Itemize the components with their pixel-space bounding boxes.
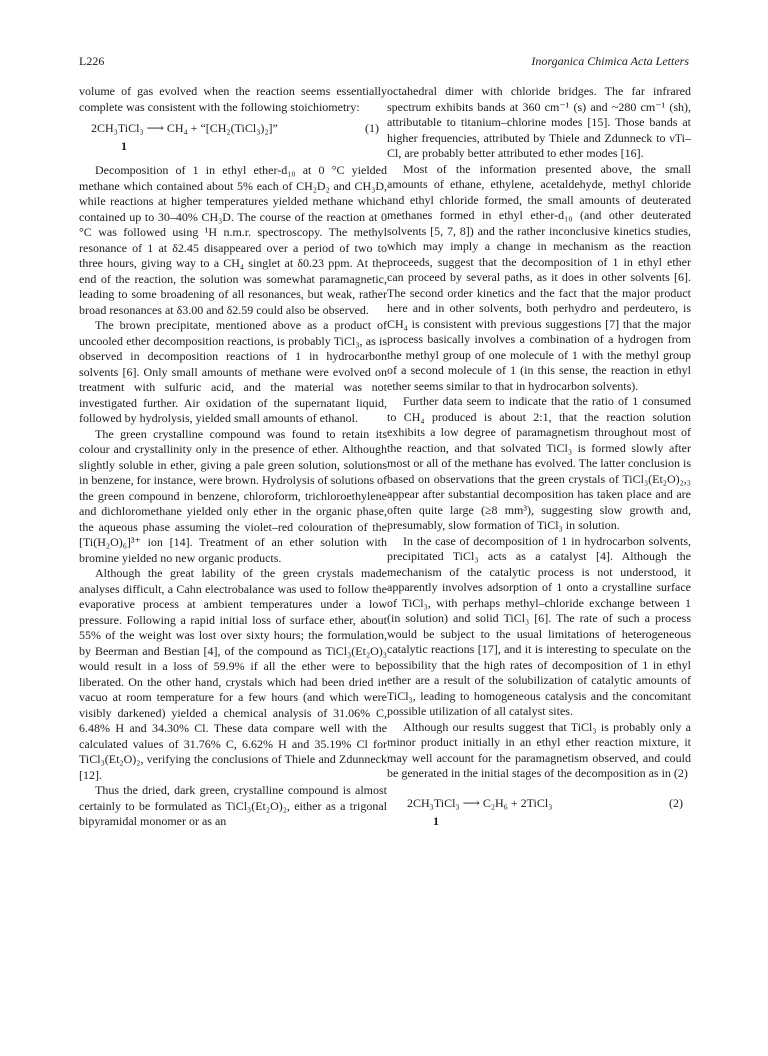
equation-number: (2) [669, 795, 683, 810]
paragraph: octahedral dimer with chloride bridges. The far infrared spectrum exhibits bands at 360 cm⁻¹ (s) and ~280 cm⁻¹ (sh), attributable to titanium–chlorine modes [15]. Those bands at higher frequencies, attributed by Thiele and Zdunneck to νTi–Cl, are probably better attributed to ether modes [16]. [387, 84, 691, 160]
journal-title: Inorganica Chimica Acta Letters [531, 54, 689, 68]
left-column [79, 84, 387, 830]
compound-label: 1 [433, 813, 439, 828]
paragraph: The brown precipitate, mentioned above as a product of uncooled ether decomposition reactions, is probably TiCl₃, as is observed in decomposition reactions of 1 in hydrocarbon solvents [6]. Only small amounts of methane were evolved on treatment with sulfuric acid, and the material was not investigated further. Air oxidation of the supernatant liquid, followed by hydrolysis, yielded small amounts of ethanol. [79, 318, 387, 425]
equation-expression: 2CH₃TiCl₃ ⟶ C₂H₆ + 2TiCl₃ [407, 795, 553, 810]
equation-2 [387, 796, 691, 814]
right-column [387, 84, 691, 838]
compound-label: 1 [121, 139, 127, 153]
equation-1 [79, 121, 387, 139]
page-number: L226 [79, 54, 105, 68]
paragraph: Although the great lability of the green crystals made analyses difficult, a Cahn electrobalance was used to follow the evaporative process at ambient temperatures under a low pressure. Following a rapid initial loss of surface ether, about 55% of the weight was lost over sixty hours; the formulation, by Beerman and Bestian [4], of the compound as TiCl₃(Et₂O)₃ would result in a loss of 59.9% if all the ether were to be liberated. On the other hand, crystals which had been dried in vacuo at room temperature for a few hours (and which were visibly darkened) yielded a chemical analysis of 31.06% C, 6.48% H and 34.30% Cl. These data compare well with the calculated values of 31.76% C, 6.62% H and 35.19% Cl for TiCl₃(Et₂O)₂, verifying the conclusions of Thiele and Zdunneck [12]. [79, 566, 387, 782]
paragraph: Most of the information presented above, the small amounts of ethane, ethylene, acetaldehyde, methyl chloride and ethyl chloride formed, the small amounts of deuterated methanes formed in ethyl ether-d₁₀ (and other deuterated solvents [5, 7, 8]) and the rather inconclusive kinetics studies, which may imply a change in mechanism as the reaction proceeds, suggest that the decomposition of 1 in ethyl ether can proceed by several paths, as it does in other solvents [6]. The second order kinetics and the fact that the major product here and in other solvents, both perhydro and perdeutero, is CH₄ is consistent with previous suggestions [7] that the major process basically involves a combination of a hydrogen from the methyl group of one molecule of 1 with the methyl group of a second molecule of 1 (in this sense, the reaction in ethyl ether seems similar to that in hydrocarbon solvents). [387, 161, 691, 393]
paragraph: Thus the dried, dark green, crystalline compound is almost certainly to be formulated as TiCl₃(Et₂O)₂, either as a trigonal bipyramidal monomer or as an [79, 783, 387, 828]
paragraph: Although our results suggest that TiCl₃ is probably only a minor product initially in an ethyl ether reaction mixture, it may well account for the paramagnetism observed, and could be generated in the initial stages of the decomposition as in (2) [387, 719, 691, 780]
equation-expression: 2CH₃TiCl₃ ⟶ CH₄ + “[CH₂(TiCl₃)₂]” [91, 121, 278, 135]
paragraph: Further data seem to indicate that the ratio of 1 consumed to CH₄ produced is about 2:1, that the reaction solution exhibits a low degree of paramagnetism throughout most of the reaction, and that solvated TiCl₃ is formed slowly after most or all of the methane has evolved. The latter conclusion is based on observations that the green crystals of TiCl₃(Et₂O)₂,₃ appear after substantial decomposition has taken place and are often quite large (≥8 mm³), suggesting slow growth and, presumably, slow formation of TiCl₃ in solution. [387, 394, 691, 532]
paragraph: Decomposition of 1 in ethyl ether-d₁₀ at 0 °C yielded methane which contained about 5% each of CH₂D₂ and CH₃D, while reactions at higher temperatures yielded methane which contained up to 30–40% CH₃D. The course of the reaction at 0 °C was followed using ¹H n.m.r. spectroscopy. The methyl resonance of 1 at δ2.45 disappeared over a period of two to three hours, giving way to a CH₄ singlet at δ0.23 ppm. At the end of the reaction, the solution was somewhat paramagnetic, leading to some broadening of all resonances, but weak, rather broad resonances at δ3.00 and δ2.59 could also be observed. [79, 163, 387, 317]
equation-number: (1) [365, 121, 379, 135]
paragraph: volume of gas evolved when the reaction seems essentially complete was consistent with the following stoichiometry: [79, 84, 387, 114]
paragraph: The green crystalline compound was found to retain its colour and crystallinity only in the presence of ether. Although slightly soluble in ether, giving a pale green solution, solutions in benzene, for instance, were brown. Hydrolysis of solutions of the green compound in benzene, chloroform, trichloroethylene and dichloromethane yielded only ether in the organic phase, the aqueous phase assuming the violet–red colouration of the [Ti(H₂O)₆]³⁺ ion [14]. Treatment of an ether solution with bromine yielded no new organic products. [79, 426, 387, 565]
paragraph: In the case of decomposition of 1 in hydrocarbon solvents, precipitated TiCl₃ acts as a catalyst [4]. Although the mechanism of the catalytic process is not understood, it apparently involves adsorption of 1 onto a crystalline surface of TiCl₃, with perhaps methyl–chloride exchange between 1 (in solution) and solid TiCl₃ [6]. The rate of such a process would be subject to the usual limitations of heterogeneous catalytic reactions [17], and it is interesting to speculate on the possibility that the high rates of decomposition of 1 in ethyl ether are a result of the solubilization of catalytic amounts of TiCl₃, leading to homogeneous catalysis and the concomitant possible utilization of all catalyst sites. [387, 533, 691, 718]
